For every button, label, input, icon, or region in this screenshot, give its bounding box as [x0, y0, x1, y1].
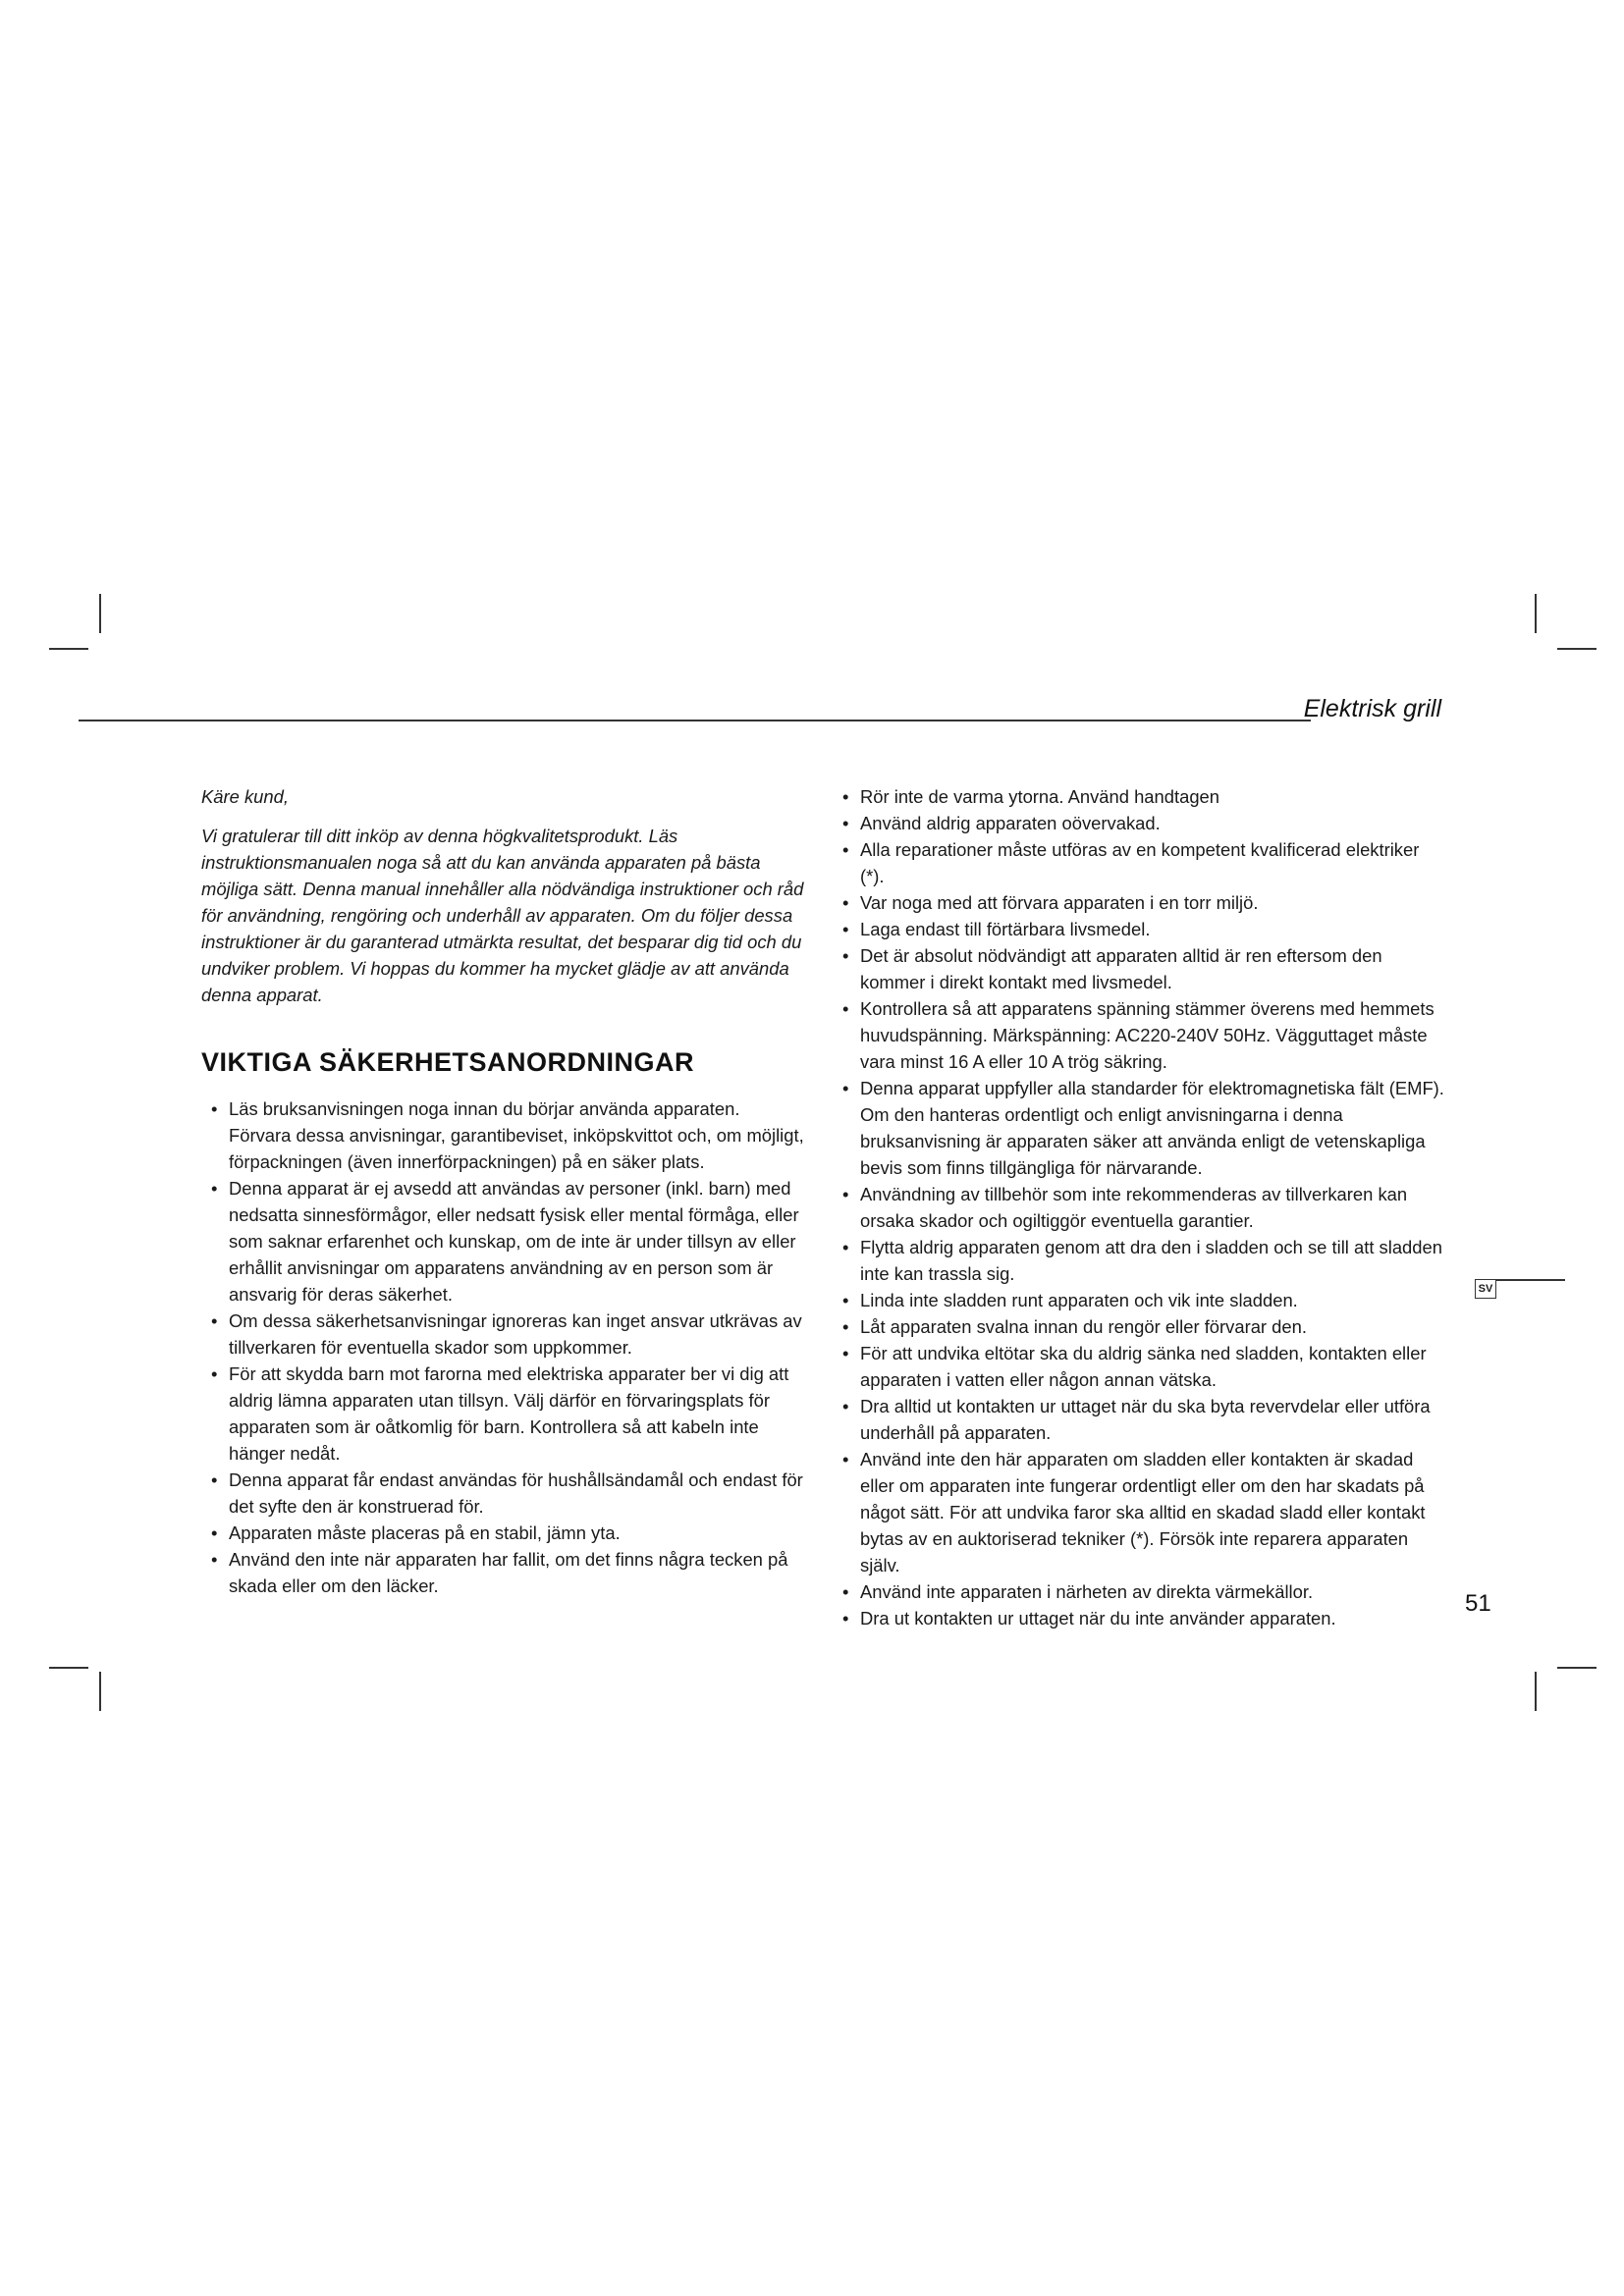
crop-mark	[49, 1667, 88, 1669]
list-item: • Flytta aldrig apparaten genom att dra den i sladden och se till att sladden inte kan trassla sig.	[842, 1234, 1446, 1287]
right-column	[842, 783, 1446, 1631]
list-item: • Apparaten måste placeras på en stabil, jämn yta.	[211, 1520, 805, 1546]
list-item: • Alla reparationer måste utföras av en kompetent kvalificerad elektriker (*).	[842, 836, 1446, 889]
header-title: Elektrisk grill	[1303, 695, 1441, 722]
list-item: • För att skydda barn mot farorna med elektriska apparater ber vi dig att aldrig lämna apparaten utan tillsyn. Välj därför en förvaringsplats för apparaten som är oåtkomlig för barn. Kontrollera så att kabeln inte hänger nedåt.	[211, 1361, 805, 1467]
language-tab-rule	[1496, 1279, 1565, 1281]
safety-list-right	[842, 783, 1446, 1631]
list-item: • Denna apparat uppfyller alla standarder för elektromagnetiska fält (EMF). Om den hanteras ordentligt och enligt anvisningarna i denna bruksanvisning är apparaten säker att använda enligt de vetenskapliga bevis som finns tillgängliga för närvarande.	[842, 1075, 1446, 1181]
list-item: • Rör inte de varma ytorna. Använd handtagen	[842, 783, 1446, 810]
left-column	[201, 783, 805, 1599]
list-item: • Använd aldrig apparaten oövervakad.	[842, 810, 1446, 836]
crop-mark	[99, 594, 101, 633]
list-item: • Använd inte den här apparaten om sladden eller kontakten är skadad eller om apparaten inte fungerar ordentligt eller om den har skadats på något sätt. För att undvika faror ska alltid en skadad sladd eller kontakt bytas av en auktoriserad tekniker (*). Försök inte reparera apparaten själv.	[842, 1446, 1446, 1578]
list-item: • Denna apparat får endast användas för hushållsändamål och endast för det syfte den är konstruerad för.	[211, 1467, 805, 1520]
list-item: • Om dessa säkerhetsanvisningar ignoreras kan inget ansvar utkrävas av tillverkaren för eventuella skador som uppkommer.	[211, 1308, 805, 1361]
section-heading: VIKTIGA SÄKERHETSANORDNINGAR	[201, 1047, 695, 1077]
safety-list-left	[211, 1095, 805, 1599]
list-item: • Var noga med att förvara apparaten i en torr miljö.	[842, 889, 1446, 916]
list-item: • Dra alltid ut kontakten ur uttaget när du ska byta revervdelar eller utföra underhåll på apparaten.	[842, 1393, 1446, 1446]
list-item: • Det är absolut nödvändigt att apparaten alltid är ren eftersom den kommer i direkt kontakt med livsmedel.	[842, 942, 1446, 995]
list-item: • Använd inte apparaten i närheten av direkta värmekällor.	[842, 1578, 1446, 1605]
crop-mark	[1535, 1672, 1537, 1711]
list-item: • Laga endast till förtärbara livsmedel.	[842, 916, 1446, 942]
language-tab: SV	[1475, 1279, 1496, 1299]
crop-mark	[1535, 594, 1537, 633]
crop-mark	[1557, 1667, 1597, 1669]
header-rule	[79, 720, 1311, 721]
salutation: Käre kund,	[201, 786, 289, 807]
page-number: 51	[1465, 1590, 1491, 1617]
list-item: • Använd den inte när apparaten har fallit, om det finns några tecken på skada eller om den läcker.	[211, 1546, 805, 1599]
list-item: • Dra ut kontakten ur uttaget när du inte använder apparaten.	[842, 1605, 1446, 1631]
intro	[201, 783, 805, 1008]
list-item: • Denna apparat är ej avsedd att användas av personer (inkl. barn) med nedsatta sinnesförmågor, eller nedsatt fysisk eller mental förmåga, eller som saknar erfarenhet och kunskap, om de inte är under tillsyn av eller erhållit anvisningar om apparatens användning av en person som är ansvarig för deras säkerhet.	[211, 1175, 805, 1308]
list-item: • Läs bruksanvisningen noga innan du börjar använda apparaten. Förvara dessa anvisningar, garantibeviset, inköpskvittot och, om möjligt, förpackningen (även innerförpackningen) på en säker plats.	[211, 1095, 805, 1175]
intro-paragraph: Vi gratulerar till ditt inköp av denna högkvalitetsprodukt. Läs instruktionsmanualen noga så att du kan använda apparaten på bästa möjliga sätt. Denna manual innehåller alla nödvändiga instruktioner och råd för användning, rengöring och underhåll av apparaten. Om du följer dessa instruktioner är du garanterad utmärkta resultat, det besparar dig tid och du undviker problem. Vi hoppas du kommer ha mycket glädje av att använda denna apparat.	[201, 826, 804, 1005]
list-item: • Låt apparaten svalna innan du rengör eller förvarar den.	[842, 1313, 1446, 1340]
crop-mark	[99, 1672, 101, 1711]
list-item: • Linda inte sladden runt apparaten och vik inte sladden.	[842, 1287, 1446, 1313]
list-item: • Kontrollera så att apparatens spänning stämmer överens med hemmets huvudspänning. Märkspänning: AC220-240V 50Hz. Vägguttaget måste vara minst 16 A eller 10 A trög säkring.	[842, 995, 1446, 1075]
crop-mark	[1557, 648, 1597, 650]
list-item: • Användning av tillbehör som inte rekommenderas av tillverkaren kan orsaka skador och ogiltiggör eventuella garantier.	[842, 1181, 1446, 1234]
crop-mark	[49, 648, 88, 650]
list-item: • För att undvika eltötar ska du aldrig sänka ned sladden, kontakten eller apparaten i vatten eller någon annan vätska.	[842, 1340, 1446, 1393]
